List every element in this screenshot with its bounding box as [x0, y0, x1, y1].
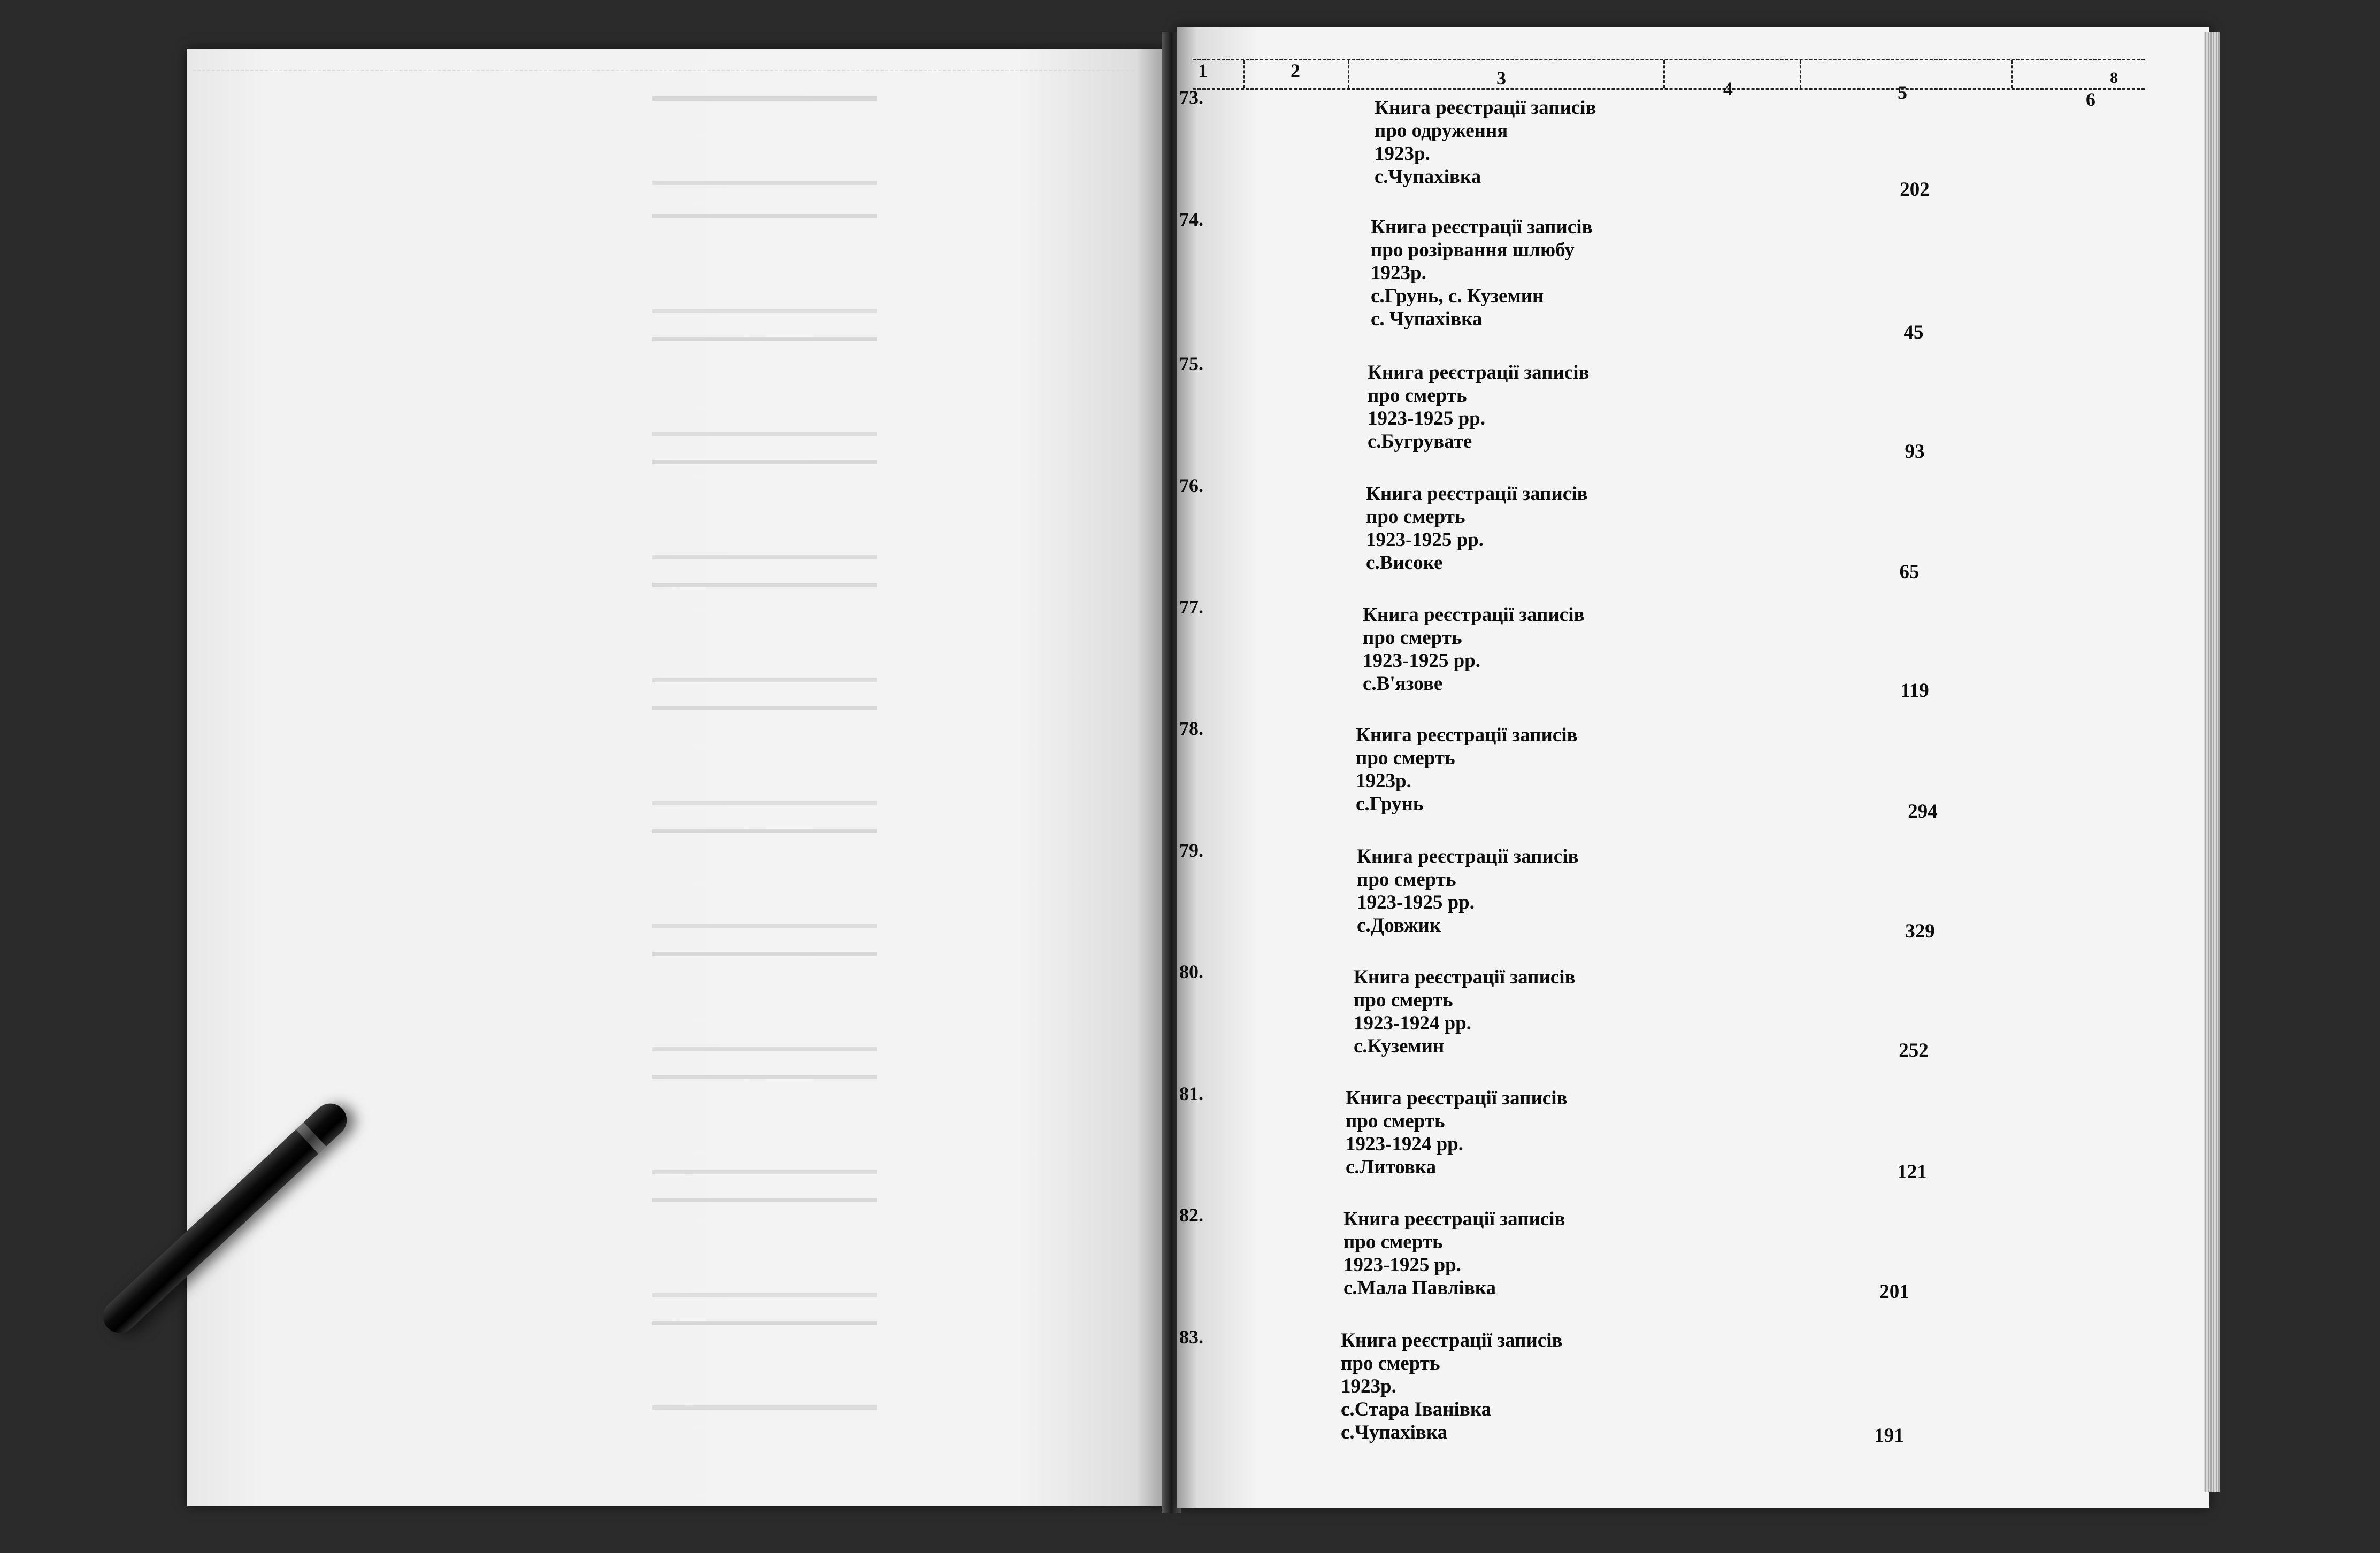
right-page [1177, 27, 2209, 1508]
column-divider [1243, 60, 1245, 88]
entry-number: 76. [1179, 475, 1203, 496]
entry-value: 329 [1905, 920, 1935, 942]
entry-value: 294 [1908, 801, 1938, 822]
entry-title: Книга реєстрації записів про смерть 1923-1925 рр. с.Мала Павлівка [1343, 1208, 1565, 1299]
entry-value: 93 [1905, 441, 1925, 463]
entry-number: 82. [1179, 1204, 1203, 1226]
column-header-2: 2 [1291, 60, 1300, 81]
entry-number: 75. [1179, 353, 1203, 374]
entry-title: Книга реєстрації записів про розірвання шлюбу 1923р. с.Грунь, с. Куземин с. Чупахівка [1371, 216, 1593, 330]
entry-number: 83. [1179, 1326, 1203, 1348]
column-header-1: 1 [1198, 60, 1208, 81]
entry-title: Книга реєстрації записів про смерть 1923-1924 рр. с.Куземин [1354, 966, 1576, 1057]
column-header-5: 5 [1898, 82, 1907, 103]
column-divider [1800, 60, 1801, 88]
page-number-marker: 8 [2110, 69, 2118, 87]
entry-number: 73. [1179, 87, 1203, 108]
table-header-row [1193, 59, 2145, 90]
entry-title: Книга реєстрації записів про смерть 1923-1925 рр. с.Високе [1366, 483, 1588, 574]
entry-title: Книга реєстрації записів про одруження 1923р. с.Чупахівка [1375, 97, 1596, 188]
entry-value: 45 [1903, 321, 1924, 343]
entry-value: 191 [1874, 1425, 1904, 1447]
entry-title: Книга реєстрації записів про смерть 1923р. с.Грунь [1356, 724, 1578, 815]
entry-value: 121 [1897, 1161, 1927, 1183]
entry-number: 81. [1179, 1083, 1203, 1104]
column-divider [1348, 60, 1349, 88]
entry-value: 65 [1899, 561, 1920, 583]
column-header-4: 4 [1723, 78, 1733, 99]
entry-number: 80. [1179, 961, 1203, 982]
entry-number: 79. [1179, 840, 1203, 861]
pen-band [296, 1123, 326, 1154]
entry-number: 77. [1179, 596, 1203, 618]
column-header-6: 6 [2086, 89, 2095, 110]
entry-value: 202 [1900, 179, 1930, 201]
entry-value: 119 [1900, 680, 1929, 702]
entry-value: 201 [1879, 1281, 1909, 1303]
entry-title: Книга реєстрації записів про смерть 1923-1924 рр. с.Литовка [1346, 1087, 1568, 1178]
page-edges [2204, 32, 2220, 1492]
entry-title: Книга реєстрації записів про смерть 1923р. с.Стара Іванівка с.Чупахівка [1341, 1329, 1563, 1443]
entry-title: Книга реєстрації записів про смерть 1923-1925 рр. с.Бугрувате [1368, 362, 1590, 452]
column-header-3: 3 [1496, 67, 1506, 89]
entry-number: 78. [1179, 718, 1203, 739]
column-divider [1663, 60, 1665, 88]
entry-number: 74. [1179, 209, 1203, 230]
entry-title: Книга реєстрації записів про смерть 1923-1925 рр. с.Довжик [1357, 845, 1579, 936]
entry-value: 252 [1899, 1040, 1929, 1062]
column-divider [2011, 60, 2013, 88]
entry-title: Книга реєстрації записів про смерть 1923-1925 рр. с.В'язове [1363, 604, 1585, 695]
